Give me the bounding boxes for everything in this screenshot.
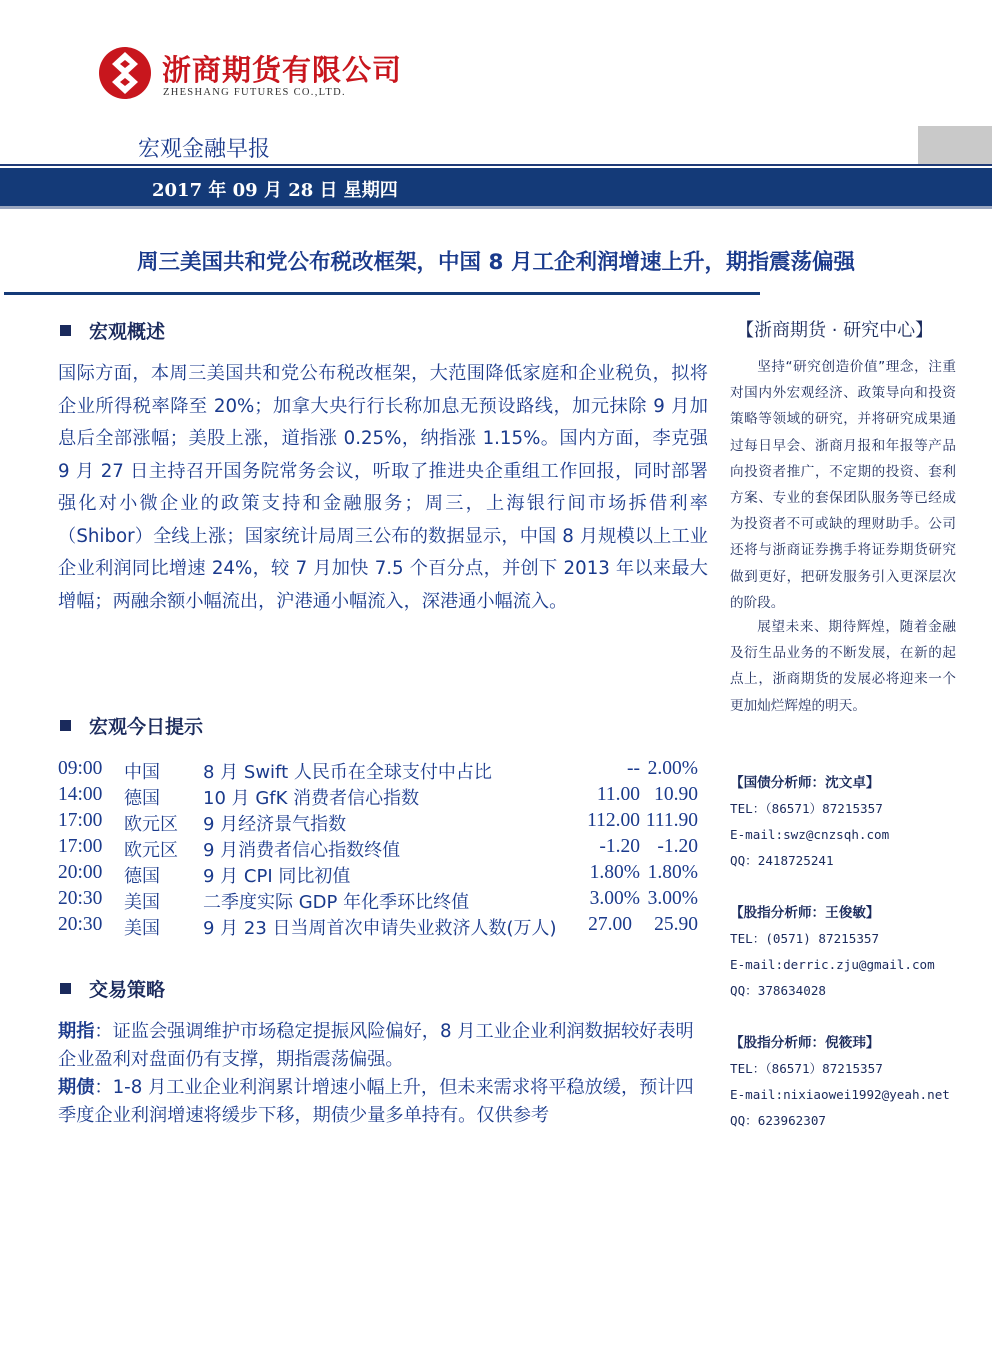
analyst-qq: QQ：378634028	[730, 983, 826, 998]
analyst-card	[730, 770, 970, 874]
bullet-square-icon	[60, 325, 71, 336]
row-region: 中国	[124, 762, 160, 783]
sidebar-title: 【浙商期货 · 研究中心】	[736, 320, 934, 341]
row-prev-value: 3.00%	[589, 888, 640, 909]
analyst-email[interactable]: E-mail:swz@cnzsqh.com	[730, 827, 890, 842]
table-row	[58, 810, 708, 836]
row-value: -1.20	[657, 836, 698, 857]
company-name-en: ZHESHANG FUTURES CO.,LTD.	[163, 87, 346, 98]
row-value: 25.90	[654, 914, 698, 935]
strategy-label: 期指	[58, 1021, 95, 1042]
row-prev-value: 11.00	[596, 784, 640, 805]
strategy-text: ：1-8 月工业企业利润累计增速小幅上升，但未来需求将平稳放缓，预计四季度企业利润增速将缓步下移，期债少量多单持有。仅供参考	[58, 1077, 694, 1126]
row-region: 德国	[124, 788, 160, 809]
company-logo-icon	[98, 46, 152, 100]
section-heading-text: 宏观今日提示	[89, 716, 204, 738]
header-rule	[0, 164, 992, 166]
row-time: 09:00	[58, 758, 103, 779]
row-event: 二季度实际 GDP 年化季环比终值	[203, 892, 470, 913]
date-bar	[0, 168, 992, 206]
analyst-tel: TEL：(0571) 87215357	[730, 931, 880, 946]
sidebar-outlook-paragraph: 展望未来、期待辉煌，随着金融及衍生品业务的不断发展，在新的起点上，浙商期货的发展必将迎来一个更加灿烂辉煌的明天。	[730, 619, 956, 714]
row-time: 17:00	[58, 836, 103, 857]
bullet-square-icon	[60, 983, 71, 994]
calendar-table	[58, 758, 708, 940]
row-event: 9 月 23 日当周首次申请失业救济人数(万人)	[203, 918, 557, 939]
section-heading-text: 宏观概述	[89, 321, 166, 343]
row-value: 2.00%	[647, 758, 698, 779]
section-heading-text: 交易策略	[89, 979, 166, 1001]
strategy-label: 期债	[58, 1077, 95, 1098]
row-event: 8 月 Swift 人民币在全球支付中占比	[203, 762, 492, 783]
report-title: 宏观金融早报	[138, 137, 271, 162]
analyst-email[interactable]: E-mail:derric.zju@gmail.com	[730, 957, 935, 972]
row-event: 9 月经济景气指数	[203, 814, 347, 835]
row-event: 9 月 CPI 同比初值	[203, 866, 351, 887]
table-row	[58, 758, 708, 784]
table-row	[58, 888, 708, 914]
row-time: 20:00	[58, 862, 103, 883]
analyst-name: 【国债分析师：沈文卓】	[730, 775, 880, 791]
strategy-item-index-futures	[58, 1018, 708, 1074]
table-row	[58, 862, 708, 888]
analyst-card	[730, 900, 970, 1004]
analyst-card	[730, 1030, 970, 1134]
table-row	[58, 836, 708, 862]
section-heading-overview	[60, 317, 165, 344]
headline: 周三美国共和党公布税改框架，中国 8 月工企利润增速上升，期指震荡偏强	[137, 250, 855, 275]
row-time: 20:30	[58, 888, 103, 909]
report-date: 2017 年 09 月 28 日 星期四	[152, 180, 398, 201]
analyst-email[interactable]: E-mail:nixiaowei1992@yeah.net	[730, 1087, 950, 1102]
row-value: 111.90	[645, 810, 698, 831]
row-prev-value: 112.00	[587, 810, 640, 831]
row-region: 美国	[124, 892, 160, 913]
strategy-item-bond-futures	[58, 1074, 708, 1130]
headline-rule	[4, 292, 760, 295]
row-time: 14:00	[58, 784, 103, 805]
row-region: 欧元区	[124, 840, 178, 861]
section-heading-strategy	[60, 975, 165, 1002]
row-prev-value: 27.00	[588, 914, 632, 935]
row-time: 17:00	[58, 810, 103, 831]
row-event: 9 月消费者信心指数终值	[203, 840, 401, 861]
row-prev-value: --	[627, 758, 640, 779]
table-row	[58, 914, 708, 940]
sidebar-intro-paragraph: 坚持“研究创造价值”理念，注重对国内外宏观经济、政策导向和投资策略等领域的研究，并将研究成果通过每日早会、浙商月报和年报等产品向投资者推广，不定期的投资、套利方案、专业的套保团队服务等已经成为投资者不可或缺的理财助手。公司还将与浙商证券携手将证券期货研究做到更好，把研发服务引入更深层次的阶段。	[730, 359, 956, 611]
section-heading-calendar	[60, 712, 203, 739]
analyst-tel: TEL：（86571）87215357	[730, 801, 883, 816]
analyst-qq: QQ：2418725241	[730, 853, 834, 868]
strategy-block	[58, 1018, 708, 1130]
table-row	[58, 784, 708, 810]
analyst-name: 【股指分析师：王俊敏】	[730, 905, 880, 921]
row-region: 德国	[124, 866, 160, 887]
row-prev-value: -1.20	[599, 836, 640, 857]
row-event: 10 月 GfK 消费者信心指数	[203, 788, 420, 809]
analyst-name: 【股指分析师：倪筱玮】	[730, 1035, 880, 1051]
row-time: 20:30	[58, 914, 103, 935]
row-region: 欧元区	[124, 814, 178, 835]
date-bar-shadow	[0, 206, 992, 209]
company-name-cn: 浙商期货有限公司	[162, 53, 403, 87]
row-value: 10.90	[654, 784, 698, 805]
row-prev-value: 1.80%	[589, 862, 640, 883]
analyst-qq: QQ：623962307	[730, 1113, 826, 1128]
header-gray-block	[918, 126, 992, 166]
row-value: 3.00%	[647, 888, 698, 909]
bullet-square-icon	[60, 720, 71, 731]
analyst-tel: TEL：（86571）87215357	[730, 1061, 883, 1076]
strategy-text: ：证监会强调维护市场稳定提振风险偏好，8 月工业企业利润数据较好表明企业盈利对盘面仍有支撑，期指震荡偏强。	[58, 1021, 694, 1070]
row-value: 1.80%	[647, 862, 698, 883]
overview-paragraph: 国际方面，本周三美国共和党公布税改框架，大范围降低家庭和企业税负，拟将企业所得税率降至 20%；加拿大央行行长称加息无预设路线，加元抹除 9 月加息后全部涨幅；美股上涨，道指涨 0.25%，纳指涨 1.15%。国内方面，李克强 9 月 27 日主持召开国务院常务会议，听取了推进央企重组工作回报，同时部署强化对小微企业的政策支持和金融服务；周三，上海银行间市场拆借利率（Shibor）全线上涨；国家统计局周三公布的数据显示，中国 8 月规模以上工业企业利润同比增速 24%，较 7 月加快 7.5 个百分点，并创下 2013 年以来最大增幅；两融余额小幅流出，沪港通小幅流入，深港通小幅流入。	[58, 363, 708, 612]
row-region: 美国	[124, 918, 160, 939]
